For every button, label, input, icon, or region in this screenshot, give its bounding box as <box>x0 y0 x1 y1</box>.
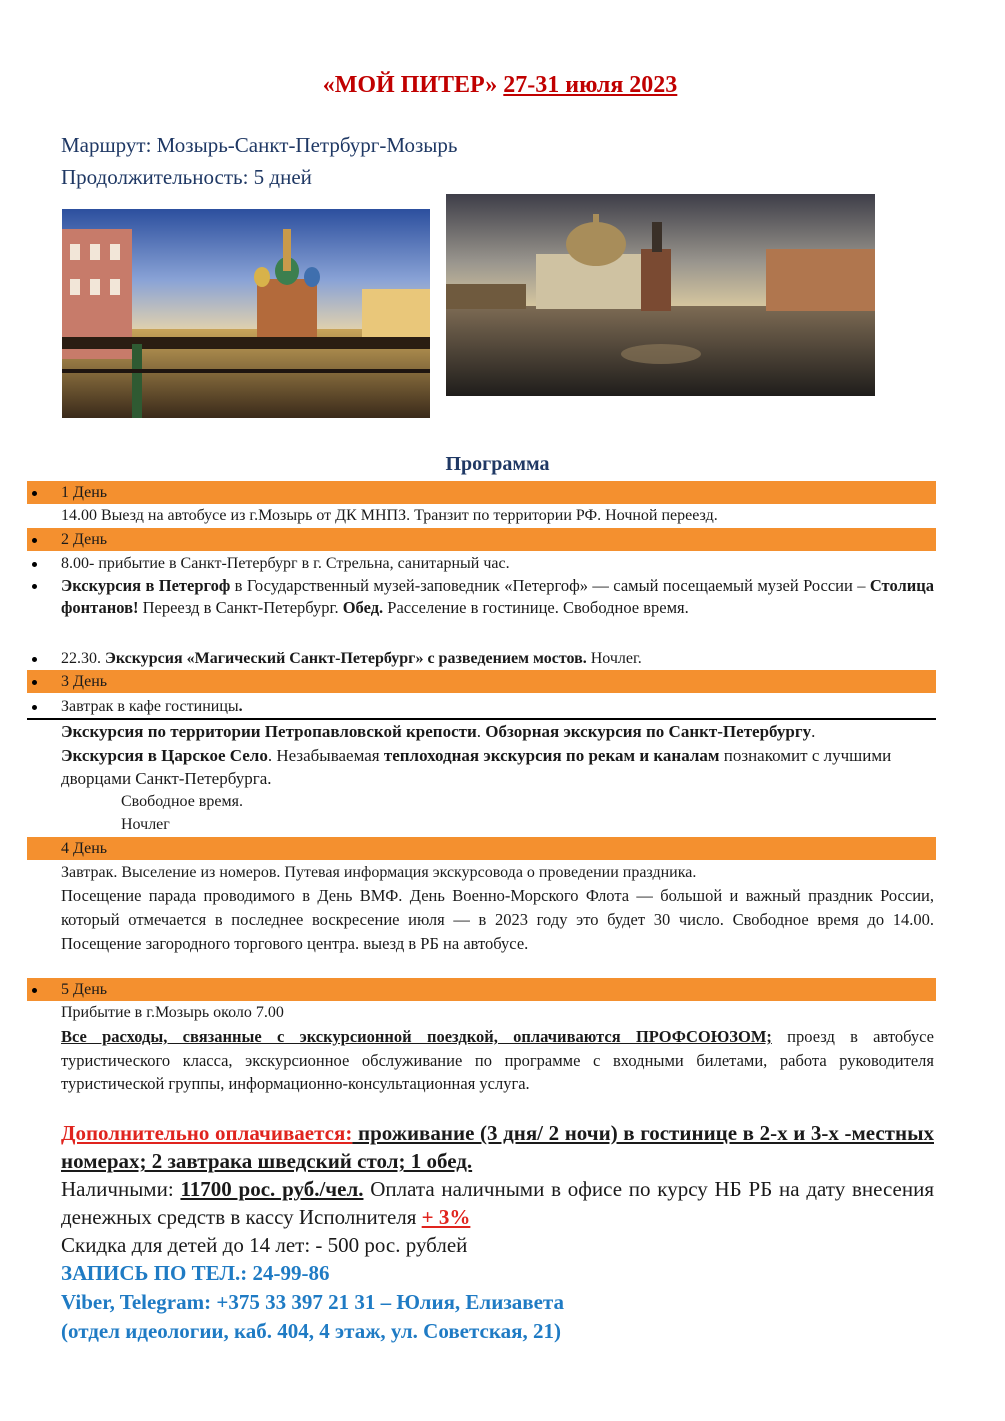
lunch-label: Обед. <box>342 598 384 617</box>
night-excursion-lodging: Ночлег. <box>586 650 642 667</box>
peterhof-excursion: Экскурсия в Петергоф <box>61 576 231 595</box>
duration-text: Продолжительность: 5 дней <box>61 165 312 189</box>
photo-st-isaacs-cathedral-art <box>446 194 875 396</box>
day-4-paragraph: Посещение парада проводимого в День ВМФ. День Военно-Морского Флота — большой и важный праздник России, который отмечается в последнее воскресение июля — в 2023 году это будет 30 число. Свободное время до 14.00. Посещение загородного торгового центра. выезд в РБ на автобусе. <box>61 886 934 953</box>
day-5-bar <box>27 978 936 1001</box>
photo-savior-on-blood-art <box>62 209 430 418</box>
day-3-free-time: Свободное время. <box>121 793 243 810</box>
tour-name: «МОЙ ПИТЕР» <box>322 72 498 98</box>
bullet-icon <box>32 705 37 710</box>
surcharge: + 3% <box>421 1205 471 1229</box>
day-1-text: 14.00 Выезд на автобусе из г.Мозырь от ДК МНПЗ. Транзит по территории РФ. Ночной переезд. <box>61 507 718 524</box>
bullet-icon <box>32 657 37 662</box>
cash-payment-line <box>61 1175 934 1231</box>
day-2-label: 2 День <box>61 531 108 548</box>
transfer-text: Переезд в Санкт-Петербург. <box>138 598 343 617</box>
fountains-capital: Столица фонтанов! <box>61 576 934 617</box>
day-3-label: 3 День <box>61 673 108 690</box>
day-3-bar <box>27 670 936 693</box>
route-text: Маршрут: Мозырь-Санкт-Петрбург-Мозырь <box>61 133 458 157</box>
palaces-text: познакомит с лучшими дворцами Санкт-Петербурга. <box>61 745 892 788</box>
bullet-icon <box>32 562 37 567</box>
day-4-line-1: Завтрак. Выселение из номеров. Путевая информация экскурсовода о проведении праздника. <box>61 864 697 881</box>
bullet-icon <box>32 988 37 993</box>
day-2-item-1: 8.00- прибытие в Санкт-Петербург в г. Стрельна, санитарный час. <box>61 555 510 572</box>
breakfast-period: . <box>238 698 243 715</box>
day-2-item-3 <box>61 648 934 670</box>
program-heading: Программа <box>445 453 550 475</box>
bullet-icon <box>32 538 37 543</box>
photo-st-isaacs-cathedral <box>446 194 875 396</box>
day-5-line-1: Прибытие в г.Мозырь около 7.00 <box>61 1004 284 1021</box>
bullet-icon <box>32 584 37 589</box>
day-4-bar <box>27 837 936 860</box>
day-3-item-1 <box>61 696 934 718</box>
tsarskoe-selo: Экскурсия в Царское Село <box>61 745 268 765</box>
cash-price: 11700 рос. руб./чел. <box>180 1177 364 1201</box>
cash-label: Наличными: <box>61 1177 181 1201</box>
child-discount: Скидка для детей до 14 лет: - 500 рос. рублей <box>61 1233 468 1257</box>
breakfast-text: Завтрак в кафе гостиницы <box>61 698 239 715</box>
peterhof-text: в Государственный музей-заповедник «Петергоф» — самый посещаемый музей России – <box>230 576 870 595</box>
office-address: (отдел идеологии, каб. 404, 4 этаж, ул. Советская, 21) <box>61 1319 562 1343</box>
page-title <box>0 72 1000 99</box>
sep-2: . <box>811 722 816 741</box>
costs-paragraph <box>61 1025 934 1096</box>
checkin-text: Расселение в гостинице. Свободное время. <box>383 598 689 617</box>
day-5-label: 5 День <box>61 981 108 998</box>
costs-details: проезд в автобусе туристического класса, экскурсионное обслуживание по программе с входными билетами, работа руководителя туристической группы, информационно-консультационная услуга. <box>61 1027 934 1093</box>
night-excursion-title: Экскурсия «Магический Санкт-Петербург» с разведением мостов. <box>105 650 587 667</box>
extra-payment-line <box>61 1119 934 1175</box>
day-3-night: Ночлег <box>121 816 170 833</box>
photo-savior-on-blood <box>62 209 430 418</box>
day-1-bar <box>27 481 936 504</box>
extra-payment-label: Дополнительно оплачивается: <box>61 1121 353 1145</box>
day-3-paragraph <box>61 720 901 791</box>
unforgettable-text: . Незабываемая <box>267 745 384 765</box>
costs-union-note: Все расходы, связанные с экскурсионной поездкой, оплачиваются ПРОФСОЮЗОМ; <box>61 1027 772 1046</box>
bullet-icon <box>32 491 37 496</box>
day-1-label: 1 День <box>61 484 108 501</box>
tour-dates: 27-31 июля 2023 <box>503 72 678 98</box>
fortress-excursion: Экскурсия по территории Петропавловской крепости <box>61 722 477 741</box>
day-2-item-2 <box>61 575 934 619</box>
booking-phone[interactable]: ЗАПИСЬ ПО ТЕЛ.: 24-99-86 <box>61 1261 330 1285</box>
day-4-label: 4 День <box>61 840 108 857</box>
extra-payment-text: проживание (3 дня/ 2 ночи) в гостинице в 2-х и 3-х -местных номерах; 2 завтрака шведский стол; 1 обед. <box>61 1121 934 1173</box>
day-2-bar <box>27 528 936 551</box>
messenger-contacts[interactable]: Viber, Telegram: +375 33 397 21 31 – Юлия, Елизавета <box>61 1290 564 1314</box>
river-cruise: теплоходная экскурсия по рекам и каналам <box>383 745 720 765</box>
cash-rate-text: Оплата наличными в офисе по курсу НБ РБ на дату внесения денежных средств в кассу Исполнителя <box>61 1177 935 1229</box>
bullet-icon <box>32 680 37 685</box>
city-tour: Обзорная экскурсия по Санкт-Петербургу <box>485 722 812 741</box>
extra-payment-block <box>61 1119 934 1346</box>
night-excursion-time: 22.30. <box>61 650 105 667</box>
sep-1: . <box>476 722 486 741</box>
